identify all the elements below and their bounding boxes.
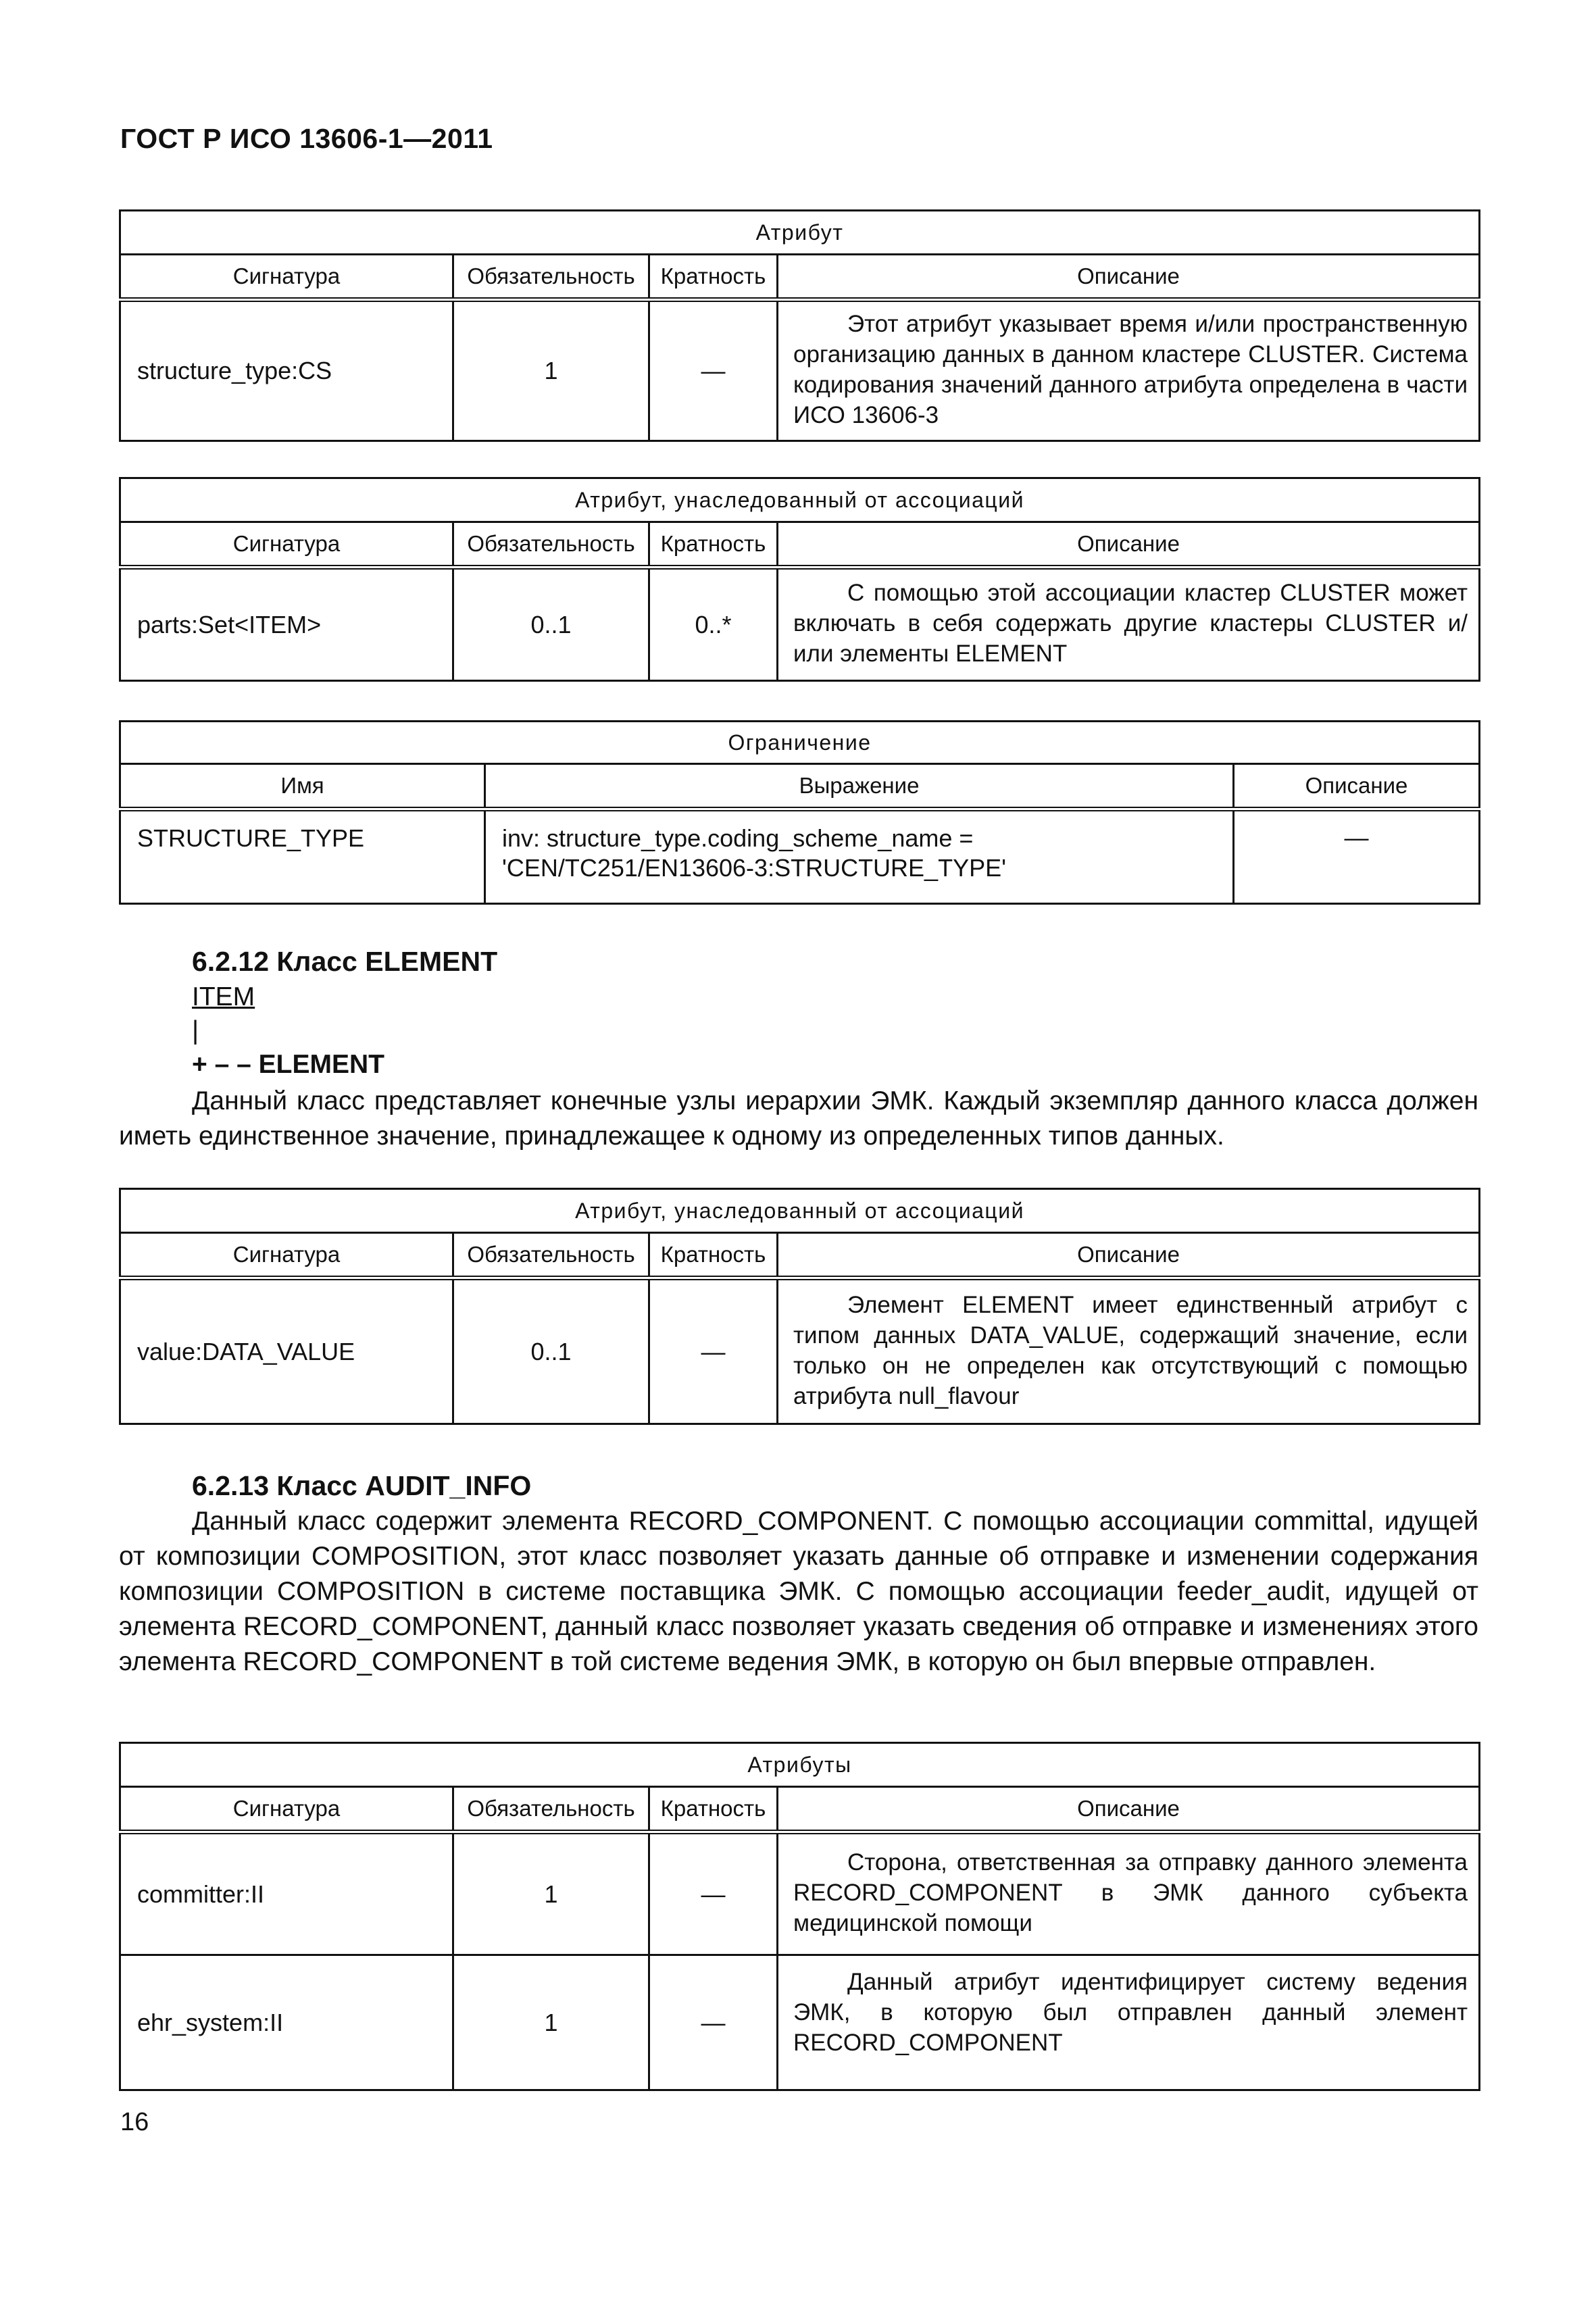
section-paragraph: Данный класс представляет конечные узлы иерархии ЭМК. Каждый экземпляр данного класса должен иметь единственное значение, принадлежащее к одному из определенных типов данных.	[119, 1086, 1478, 1151]
section-paragraph: Данный класс содержит элемента RECORD_COMPONENT. С помощью ассоциации committal, идущей от композиции COMPOSITION, этот класс позволяет указать данные об отправке и изменении содержания композиции COMPOSITION в системе поставщика ЭМК. С помощью ассоциации feeder_audit, идущей от элемента RECORD_COMPONENT, данный класс позволяет указать сведения об отправке и изменениях этого элемента RECORD_COMPONENT в той системе ведения ЭМК, в которую он был впервые отправлен.	[119, 1507, 1478, 1676]
constraint-expression-cell	[485, 809, 1234, 904]
col-header-multiplicity: Кратность	[649, 1787, 778, 1832]
table-row	[120, 809, 1480, 904]
description-text: Сторона, ответственная за отправку данного элемента RECORD_COMPONENT в ЭМК данного субъекта медицинской помощи	[793, 1849, 1468, 1936]
obligation-cell: 0..1	[453, 568, 649, 681]
description-text: Данный атрибут идентифицирует систему ведения ЭМК, в которую был отправлен данный элемент RECORD_COMPONENT	[793, 1969, 1468, 2056]
description-text: Этот атрибут указывает время и/или пространственную организацию данных в данном кластере CLUSTER. Система кодирования значений данного атрибута определена в части ИСО 13606-3	[793, 311, 1468, 428]
class-diagram-child: + – – ELEMENT	[192, 1050, 384, 1079]
signature-cell: value:DATA_VALUE	[120, 1278, 453, 1424]
col-header-description: Описание	[778, 522, 1480, 568]
obligation-cell: 1	[453, 300, 649, 441]
col-header-obligation: Обязательность	[453, 255, 649, 300]
col-header-signature: Сигнатура	[120, 255, 453, 300]
obligation-cell: 1	[453, 1832, 649, 1955]
col-header-obligation: Обязательность	[453, 522, 649, 568]
col-header-description: Описание	[1234, 764, 1480, 809]
table-caption: Атрибут, унаследованный от ассоциаций	[120, 478, 1480, 522]
table-row	[120, 1832, 1480, 1955]
section-heading: 6.2.13 Класс AUDIT_INFO	[192, 1470, 532, 1501]
table-row	[120, 568, 1480, 681]
table-row	[120, 300, 1480, 441]
description-text: Элемент ELEMENT имеет единственный атрибут с типом данных DATA_VALUE, содержащий значение, если только он не определен как отсутствующий с помощью атрибута null_flavour	[793, 1291, 1468, 1409]
page-number: 16	[120, 2108, 149, 2136]
multiplicity-cell: —	[649, 1278, 778, 1424]
inherited-attribute-table	[119, 477, 1480, 682]
description-cell	[778, 1278, 1480, 1424]
col-header-signature: Сигнатура	[120, 1787, 453, 1832]
attributes-table	[119, 1742, 1480, 2091]
col-header-multiplicity: Кратность	[649, 255, 778, 300]
document-header: ГОСТ Р ИСО 13606-1—2011	[120, 123, 493, 154]
description-cell	[778, 1955, 1480, 2090]
signature-cell: ehr_system:II	[120, 1955, 453, 2090]
col-header-obligation: Обязательность	[453, 1233, 649, 1278]
class-diagram-parent: ITEM	[192, 982, 255, 1011]
multiplicity-cell: 0..*	[649, 568, 778, 681]
col-header-obligation: Обязательность	[453, 1787, 649, 1832]
obligation-cell: 0..1	[453, 1278, 649, 1424]
table-row	[120, 1955, 1480, 2090]
inherited-attribute-table	[119, 1188, 1480, 1425]
col-header-multiplicity: Кратность	[649, 1233, 778, 1278]
class-diagram-connector: |	[192, 1016, 199, 1045]
expression-line: inv: structure_type.coding_scheme_name =	[502, 824, 974, 852]
signature-cell: structure_type:CS	[120, 300, 453, 441]
col-header-description: Описание	[778, 255, 1480, 300]
signature-cell: parts:Set<ITEM>	[120, 568, 453, 681]
col-header-description: Описание	[778, 1233, 1480, 1278]
signature-cell: committer:II	[120, 1832, 453, 1955]
multiplicity-cell: —	[649, 300, 778, 441]
section-heading: 6.2.12 Класс ELEMENT	[192, 946, 498, 977]
table-caption: Атрибут	[120, 211, 1480, 255]
constraint-table	[119, 720, 1480, 905]
description-text: С помощью этой ассоциации кластер CLUSTER может включать в себя содержать другие кластеры CLUSTER и/или элементы ELEMENT	[793, 580, 1468, 667]
expression-line: 'CEN/TC251/EN13606-3:STRUCTURE_TYPE'	[502, 854, 1006, 882]
col-header-name: Имя	[120, 764, 485, 809]
attribute-table	[119, 209, 1480, 442]
table-row	[120, 1278, 1480, 1424]
col-header-signature: Сигнатура	[120, 522, 453, 568]
constraint-name-cell: STRUCTURE_TYPE	[120, 809, 485, 904]
multiplicity-cell: —	[649, 1955, 778, 2090]
col-header-signature: Сигнатура	[120, 1233, 453, 1278]
description-cell	[778, 568, 1480, 681]
description-cell	[778, 1832, 1480, 1955]
col-header-description: Описание	[778, 1787, 1480, 1832]
col-header-multiplicity: Кратность	[649, 522, 778, 568]
table-caption: Атрибут, унаследованный от ассоциаций	[120, 1189, 1480, 1233]
col-header-expression: Выражение	[485, 764, 1234, 809]
description-cell	[778, 300, 1480, 441]
constraint-description-cell: —	[1234, 809, 1480, 904]
obligation-cell: 1	[453, 1955, 649, 2090]
multiplicity-cell: —	[649, 1832, 778, 1955]
table-caption: Ограничение	[120, 722, 1480, 764]
table-caption: Атрибуты	[120, 1743, 1480, 1787]
